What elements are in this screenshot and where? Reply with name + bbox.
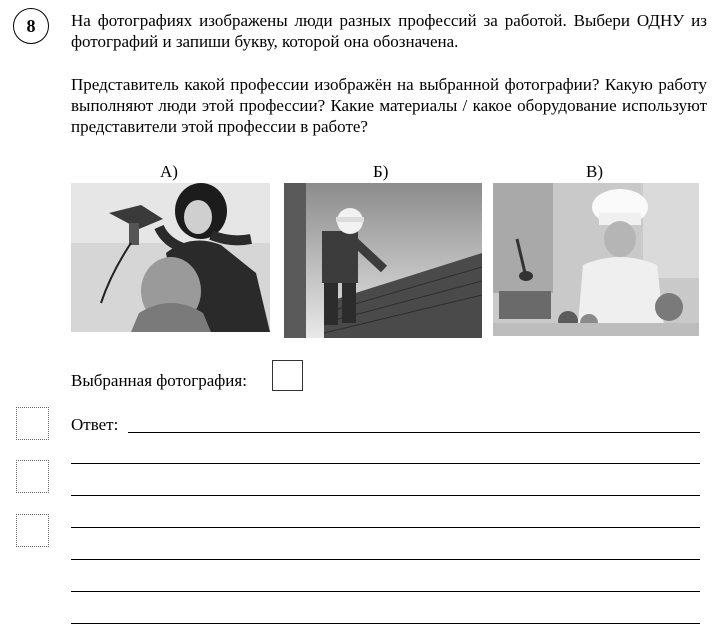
task-number-text: 8 bbox=[26, 15, 36, 36]
task-question: Представитель какой профессии изображён на выбранной фотографии? Какую работу выполняют люди этой профессии? Какие материалы / какое оборудование используют представители этой профессии в работе? bbox=[71, 75, 707, 136]
task-instruction: На фотографиях изображены люди разных профессий за работой. Выбери ОДНУ из фотографий и запиши букву, которой она обозначена. bbox=[71, 11, 707, 51]
score-box-1[interactable] bbox=[16, 407, 49, 440]
score-box-2[interactable] bbox=[16, 460, 49, 493]
photo-label-a: А) bbox=[160, 162, 178, 181]
photo-bricklayer[interactable] bbox=[284, 183, 482, 338]
answer-line-5[interactable] bbox=[71, 559, 700, 560]
answer-line-3[interactable] bbox=[71, 495, 700, 496]
photo-label-v: В) bbox=[586, 162, 603, 181]
photo-hairdresser[interactable] bbox=[71, 183, 270, 332]
score-box-3[interactable] bbox=[16, 514, 49, 547]
answer-line-6[interactable] bbox=[71, 591, 700, 592]
selected-photo-label: Выбранная фотография: bbox=[71, 371, 247, 390]
photo-cook[interactable] bbox=[493, 183, 699, 336]
answer-line-1[interactable] bbox=[128, 432, 700, 433]
selected-photo-input[interactable] bbox=[272, 360, 303, 391]
photo-label-b: Б) bbox=[373, 162, 389, 181]
answer-line-7[interactable] bbox=[71, 623, 700, 624]
task-number bbox=[13, 8, 49, 44]
answer-label: Ответ: bbox=[71, 415, 119, 434]
answer-line-4[interactable] bbox=[71, 527, 700, 528]
answer-line-2[interactable] bbox=[71, 463, 700, 464]
